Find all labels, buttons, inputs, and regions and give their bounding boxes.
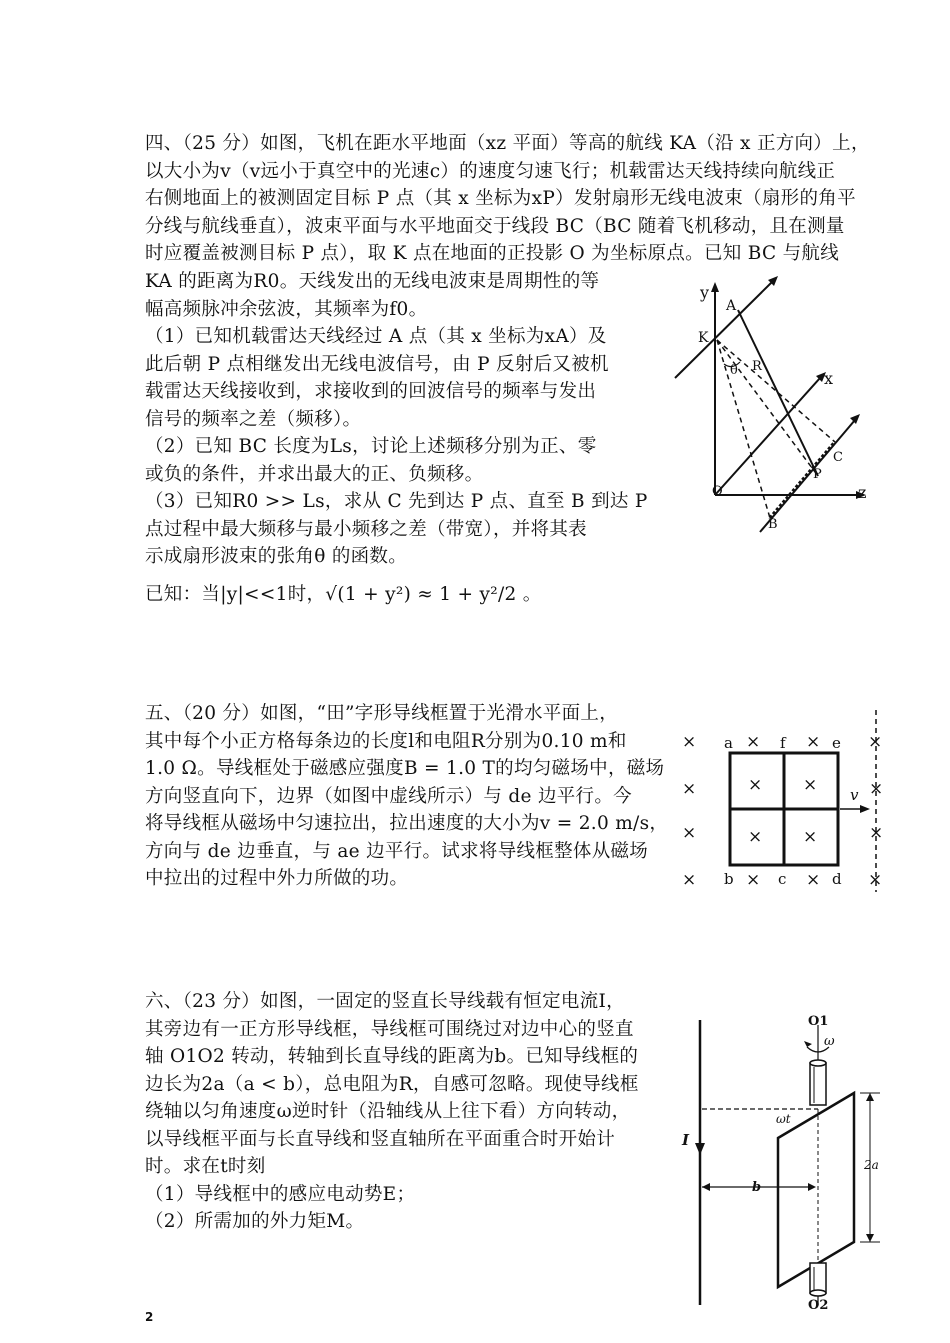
label-r: R bbox=[752, 359, 762, 374]
label-d: d bbox=[832, 870, 842, 888]
label-current: I bbox=[682, 1131, 690, 1149]
text-line: 此后朝 P 点相继发出无线电波信号，由 P 反射后又被机 bbox=[145, 353, 609, 375]
text-line: （1）已知机载雷达天线经过 A 点（其 x 坐标为xA）及 bbox=[145, 326, 607, 347]
field-cross: × bbox=[806, 732, 821, 752]
text-line: 方向竖直向下，边界（如图中虚线所示）与 de 边平行。今 bbox=[145, 785, 632, 807]
text-line: 轴 O1O2 转动，转轴到长直导线的距离为b。已知导线框的 bbox=[145, 1046, 639, 1067]
field-cross: × bbox=[746, 870, 761, 890]
text-line: 六、（23 分）如图，一固定的竖直长导线载有恒定电流I， bbox=[145, 991, 625, 1012]
text-line: 示成扇形波束的张角θ 的函数。 bbox=[145, 546, 408, 567]
radar-geometry-figure bbox=[660, 270, 890, 550]
label-o: O bbox=[712, 484, 723, 499]
text-line: 以导线框平面与长直导线和竖直轴所在平面重合时开始计 bbox=[145, 1128, 616, 1150]
text-line: 时。求在t时刻 bbox=[145, 1156, 266, 1177]
problem-4-intro bbox=[145, 130, 895, 268]
label-2a: 2a bbox=[864, 1158, 879, 1172]
label-a: a bbox=[724, 734, 733, 752]
field-cross: × bbox=[748, 827, 763, 847]
label-theta: θ bbox=[730, 363, 738, 378]
text-line: 信号的频率之差（频移）。 bbox=[145, 408, 362, 430]
field-cross: × bbox=[803, 827, 818, 847]
text-line: 其旁边有一正方形导线框，导线框可围绕过对边中心的竖直 bbox=[145, 1018, 634, 1040]
field-cross: × bbox=[868, 870, 883, 890]
text-line: 五、（20 分）如图，“田”字形导线框置于光滑水平面上， bbox=[145, 703, 618, 724]
text-line: 分线与航线垂直），波束平面与水平地面交于线段 BC（BC 随着飞机移动，且在测量 bbox=[145, 215, 845, 237]
text-line: 边长为2a（a < b），总电阻为R，自感可忽略。现使导线框 bbox=[145, 1073, 639, 1095]
problem-4-questions bbox=[145, 268, 648, 608]
field-cross: × bbox=[868, 732, 883, 752]
label-o1: O1 bbox=[808, 1014, 829, 1029]
field-cross: × bbox=[806, 870, 821, 890]
label-omega: ω bbox=[824, 1034, 835, 1049]
given-formula: 已知：当|y|<<1时，√(1 + y²) ≈ 1 + y²/2 。 bbox=[145, 583, 542, 605]
label-b: b bbox=[724, 870, 734, 888]
label-p: P bbox=[813, 467, 822, 482]
label-b: B bbox=[768, 517, 778, 532]
label-z: z bbox=[858, 483, 867, 502]
label-a: A bbox=[726, 298, 737, 314]
text-line: KA 的距离为R0。天线发出的无线电波束是周期性的等 bbox=[145, 271, 600, 292]
text-line: 其中每个小正方格每条边的长度l和电阻R分别为0.10 m和 bbox=[145, 730, 627, 752]
field-cross: × bbox=[803, 775, 818, 795]
field-cross: × bbox=[746, 732, 761, 752]
field-cross: × bbox=[748, 775, 763, 795]
rotating-frame-figure bbox=[680, 1005, 890, 1310]
text-line: 方向与 de 边垂直，与 ae 边平行。试求将导线框整体从磁场 bbox=[145, 840, 649, 862]
text-line: 四、（25 分）如图，飞机在距水平地面（xz 平面）等高的航线 KA（沿 x 正方向）上， bbox=[145, 133, 870, 154]
label-omega-t: ωt bbox=[776, 1112, 791, 1126]
field-cross: × bbox=[682, 779, 697, 799]
text-line: 将导线框从磁场中匀速拉出，拉出速度的大小为v = 2.0 m/s， bbox=[145, 813, 669, 834]
field-cross: × bbox=[682, 870, 697, 890]
label-e: e bbox=[832, 734, 841, 752]
problem-5 bbox=[145, 700, 675, 893]
label-y: y bbox=[700, 283, 710, 302]
label-o2: O2 bbox=[808, 1298, 829, 1310]
text-line: 中拉出的过程中外力所做的功。 bbox=[145, 868, 409, 889]
label-f: f bbox=[780, 734, 786, 752]
text-line: 幅高频脉冲余弦波，其频率为f0。 bbox=[145, 298, 428, 320]
field-cross: × bbox=[869, 823, 884, 843]
label-x: x bbox=[824, 369, 834, 388]
field-cross: × bbox=[682, 732, 697, 752]
text-line: （2）所需加的外力矩M。 bbox=[145, 1211, 365, 1232]
text-line: 载雷达天线接收到，求接收到的回波信号的频率与发出 bbox=[145, 381, 597, 402]
label-v: v bbox=[850, 786, 859, 804]
field-cross: × bbox=[682, 823, 697, 843]
text-line: 或负的条件，并求出最大的正、负频移。 bbox=[145, 463, 484, 485]
field-cross: × bbox=[869, 779, 884, 799]
text-line: （1）导线框中的感应电动势E； bbox=[145, 1183, 416, 1205]
label-c: C bbox=[833, 450, 843, 465]
text-line: 1.0 Ω。导线框处于磁感应强度B = 1.0 T的均匀磁场中，磁场 bbox=[145, 758, 665, 779]
problem-6 bbox=[145, 988, 675, 1236]
label-c: c bbox=[778, 870, 787, 888]
text-line: 时应覆盖被测目标 P 点），取 K 点在地面的正投影 O 为坐标原点。已知 BC 与航线 bbox=[145, 243, 840, 264]
text-line: 绕轴以匀角速度ω逆时针（沿轴线从上往下看）方向转动， bbox=[145, 1101, 631, 1122]
label-b: b bbox=[752, 1180, 762, 1195]
text-line: （2）已知 BC 长度为Ls，讨论上述频移分别为正、零 bbox=[145, 436, 597, 457]
label-k: K bbox=[698, 330, 709, 346]
wire-frame-figure bbox=[670, 710, 900, 895]
text-line: 右侧地面上的被测固定目标 P 点（其 x 坐标为xP）发射扇形无线电波束（扇形的角平 bbox=[145, 188, 856, 209]
text-line: 点过程中最大频移与最小频移之差（带宽），并将其表 bbox=[145, 518, 587, 540]
text-line: 以大小为v（v远小于真空中的光速c）的速度匀速飞行；机载雷达天线持续向航线正 bbox=[145, 160, 836, 182]
page-number: 2 bbox=[145, 1310, 154, 1324]
text-line: （3）已知R0 >> Ls，求从 C 先到达 P 点、直至 B 到达 P bbox=[145, 491, 648, 512]
